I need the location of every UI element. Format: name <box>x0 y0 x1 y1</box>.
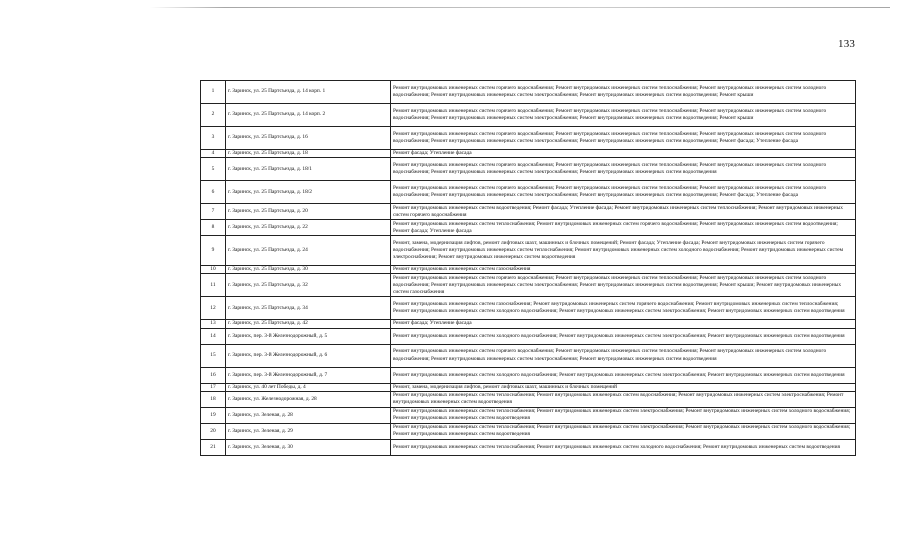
row-works: Ремонт внутридомовых инженерных систем горячего водоснабжения; Ремонт внутридомовых инженерных систем теплоснабжения; Ремонт внутридомовых инженерных систем холодного водоснабжения; Ремонт внутридомовых инженерных систем электроснабжения; Ремонт внутридомовых инженерных систем водоотведения; Ремонт фасада; Утепление фасада <box>391 181 856 204</box>
row-number: 9 <box>201 236 226 266</box>
page-number: 133 <box>838 38 856 50</box>
row-works: Ремонт внутридомовых инженерных систем горячего водоснабжения; Ремонт внутридомовых инженерных систем теплоснабжения; Ремонт внутридомовых инженерных систем холодного водоснабжения; Ремонт внутридомовых инженерных систем электроснабжения; Ремонт внутридомовых инженерных систем водоотведения <box>391 158 856 181</box>
row-works: Ремонт внутридомовых инженерных систем холодного водоснабжения; Ремонт внутридомовых инженерных систем электроснабжения; Ремонт внутридомовых инженерных систем водоотведения <box>391 367 856 383</box>
row-address: г. Заринск, ул. 25 Партсъезда, д. 18 <box>226 150 391 158</box>
row-works: Ремонт внутридомовых инженерных систем теплоснабжения; Ремонт внутридомовых инженерных систем холодного водоснабжения; Ремонт внутридомовых инженерных систем водоотведения <box>391 439 856 455</box>
row-address: г. Заринск, пер. 3-й Железнодорожный, д. 5 <box>226 328 391 344</box>
row-address: г. Заринск, ул. Зеленая, д. 30 <box>226 439 391 455</box>
row-address: г. Заринск, ул. 25 Партсъезда, д. 42 <box>226 320 391 328</box>
row-works: Ремонт внутридомовых инженерных систем горячего водоснабжения; Ремонт внутридомовых инженерных систем теплоснабжения; Ремонт внутридомовых инженерных систем холодного водоснабжения; Ремонт внутридомовых инженерных систем электроснабжения; Ремонт внутридомовых инженерных систем водоотведения; Ремонт крыши <box>391 81 856 104</box>
row-works: Ремонт внутридомовых инженерных систем теплоснабжения; Ремонт внутридомовых инженерных систем водоснабжения; Ремонт внутридомовых инженерных систем электроснабжения; Ремонт внутридомовых инженерных систем водоотведения <box>391 391 856 407</box>
row-address: г. Заринск, ул. Железнодорожная, д. 28 <box>226 391 391 407</box>
row-works: Ремонт внутридомовых инженерных систем горячего водоснабжения; Ремонт внутридомовых инженерных систем теплоснабжения; Ремонт внутридомовых инженерных систем холодного водоснабжения; Ремонт внутридомовых инженерных систем электроснабжения; Ремонт внутридомовых инженерных систем водоотведения; Ремонт крыши <box>391 104 856 127</box>
row-number: 17 <box>201 383 226 391</box>
table-row <box>201 81 856 104</box>
row-works: Ремонт фасада; Утепление фасада <box>391 150 856 158</box>
row-number: 12 <box>201 297 226 320</box>
row-address: г. Заринск, ул. 25 Партсъезда, д. 24 <box>226 236 391 266</box>
row-address: г. Заринск, пер. 3-й Железнодорожный, д. 7 <box>226 367 391 383</box>
row-works: Ремонт, замена, модернизация лифтов, ремонт лифтовых шахт, машинных и блочных помещений <box>391 383 856 391</box>
row-number: 6 <box>201 181 226 204</box>
row-number: 11 <box>201 274 226 297</box>
repair-works-table <box>200 80 856 456</box>
row-number: 13 <box>201 320 226 328</box>
row-number: 21 <box>201 439 226 455</box>
table-row <box>201 204 856 220</box>
table-row <box>201 423 856 439</box>
row-address: г. Заринск, ул. 25 Партсъезда, д. 14 корп. 2 <box>226 104 391 127</box>
table-row <box>201 439 856 455</box>
row-works: Ремонт фасада; Утепление фасада <box>391 320 856 328</box>
row-works: Ремонт внутридомовых инженерных систем газоснабжения <box>391 266 856 274</box>
row-address: г. Заринск, ул. 25 Партсъезда, д. 18/2 <box>226 181 391 204</box>
row-address: г. Заринск, ул. Зеленая, д. 28 <box>226 407 391 423</box>
row-address: г. Заринск, ул. 25 Партсъезда, д. 14 корп. 1 <box>226 81 391 104</box>
table-row <box>201 407 856 423</box>
table-row <box>201 274 856 297</box>
table-row <box>201 383 856 391</box>
row-works: Ремонт внутридомовых инженерных систем теплоснабжения; Ремонт внутридомовых инженерных систем горячего водоснабжения; Ремонт внутридомовых инженерных систем водоотведения; Ремонт фасада; Утепление фасада <box>391 220 856 236</box>
table-row <box>201 158 856 181</box>
row-works: Ремонт внутридомовых инженерных систем холодного водоснабжения; Ремонт внутридомовых инженерных систем электроснабжения; Ремонт внутридомовых инженерных систем водоотведения <box>391 328 856 344</box>
row-address: г. Заринск, ул. 25 Партсъезда, д. 30 <box>226 266 391 274</box>
row-number: 5 <box>201 158 226 181</box>
table-row <box>201 127 856 150</box>
table-row <box>201 297 856 320</box>
row-works: Ремонт внутридомовых инженерных систем водоотведения; Ремонт фасада; Утепление фасада; Ремонт внутридомовых инженерных систем теплоснабжения; Ремонт внутридомовых инженерных систем горячего водоснабжения <box>391 204 856 220</box>
row-address: г. Заринск, ул. 25 Партсъезда, д. 32 <box>226 274 391 297</box>
table-row <box>201 367 856 383</box>
row-address: г. Заринск, ул. 25 Партсъезда, д. 20 <box>226 204 391 220</box>
row-works: Ремонт внутридомовых инженерных систем горячего водоснабжения; Ремонт внутридомовых инженерных систем теплоснабжения; Ремонт внутридомовых инженерных систем холодного водоснабжения; Ремонт внутридомовых инженерных систем электроснабжения; Ремонт внутридомовых инженерных систем водоотведения; Ремонт крыши; Ремонт внутридомовых инженерных систем газоснабжения <box>391 274 856 297</box>
row-number: 3 <box>201 127 226 150</box>
row-works: Ремонт внутридомовых инженерных систем газоснабжения; Ремонт внутридомовых инженерных систем горячего водоснабжения; Ремонт внутридомовых инженерных систем теплоснабжения; Ремонт внутридомовых инженерных систем холодного водоснабжения; Ремонт внутридомовых инженерных систем электроснабжения; Ремонт внутридомовых инженерных систем водоотведения <box>391 297 856 320</box>
row-works: Ремонт внутридомовых инженерных систем теплоснабжения; Ремонт внутридомовых инженерных систем электроснабжения; Ремонт внутридомовых инженерных систем холодного водоснабжения; Ремонт внутридомовых инженерных систем водоотведения <box>391 407 856 423</box>
row-number: 4 <box>201 150 226 158</box>
row-number: 10 <box>201 266 226 274</box>
row-number: 8 <box>201 220 226 236</box>
table-row <box>201 344 856 367</box>
row-number: 7 <box>201 204 226 220</box>
table-row <box>201 391 856 407</box>
table-row <box>201 220 856 236</box>
row-address: г. Заринск, пер. 3-й Железнодорожный, д. 6 <box>226 344 391 367</box>
table-row <box>201 320 856 328</box>
row-address: г. Заринск, ул. 25 Партсъезда, д. 18/1 <box>226 158 391 181</box>
table-row <box>201 266 856 274</box>
row-number: 16 <box>201 367 226 383</box>
table-row <box>201 181 856 204</box>
table-row <box>201 104 856 127</box>
row-number: 2 <box>201 104 226 127</box>
row-number: 1 <box>201 81 226 104</box>
row-number: 14 <box>201 328 226 344</box>
row-number: 18 <box>201 391 226 407</box>
row-address: г. Заринск, ул. Зеленая, д. 29 <box>226 423 391 439</box>
row-works: Ремонт внутридомовых инженерных систем теплоснабжения; Ремонт внутридомовых инженерных систем электроснабжения; Ремонт внутридомовых инженерных систем холодного водоснабжения; Ремонт внутридомовых инженерных систем водоотведения <box>391 423 856 439</box>
row-number: 20 <box>201 423 226 439</box>
table-row <box>201 328 856 344</box>
row-number: 15 <box>201 344 226 367</box>
row-address: г. Заринск, ул. 25 Партсъезда, д. 34 <box>226 297 391 320</box>
row-works: Ремонт внутридомовых инженерных систем горячего водоснабжения; Ремонт внутридомовых инженерных систем теплоснабжения; Ремонт внутридомовых инженерных систем холодного водоснабжения; Ремонт внутридомовых инженерных систем электроснабжения; Ремонт внутридомовых инженерных систем водоотведения; Ремонт фасада; Утепление фасада <box>391 127 856 150</box>
row-address: г. Заринск, ул. 25 Партсъезда, д. 22 <box>226 220 391 236</box>
table-row <box>201 150 856 158</box>
row-address: г. Заринск, ул. 40 лет Победы, д. 4 <box>226 383 391 391</box>
row-works: Ремонт внутридомовых инженерных систем горячего водоснабжения; Ремонт внутридомовых инженерных систем теплоснабжения; Ремонт внутридомовых инженерных систем холодного водоснабжения; Ремонт внутридомовых инженерных систем электроснабжения; Ремонт внутридомовых инженерных систем водоотведения <box>391 344 856 367</box>
row-address: г. Заринск, ул. 25 Партсъезда, д. 16 <box>226 127 391 150</box>
row-number: 19 <box>201 407 226 423</box>
row-works: Ремонт, замена, модернизация лифтов, ремонт лифтовых шахт, машинных и блочных помещений; Ремонт фасада; Утепление фасада; Ремонт внутридомовых инженерных систем горячего водоснабжения; Ремонт внутридомовых инженерных систем теплоснабжения; Ремонт внутридомовых инженерных систем холодного водоснабжения; Ремонт внутридомовых инженерных систем электроснабжения; Ремонт внутридомовых инженерных систем водоотведения <box>391 236 856 266</box>
scan-edge-line <box>150 7 890 8</box>
table-row <box>201 236 856 266</box>
